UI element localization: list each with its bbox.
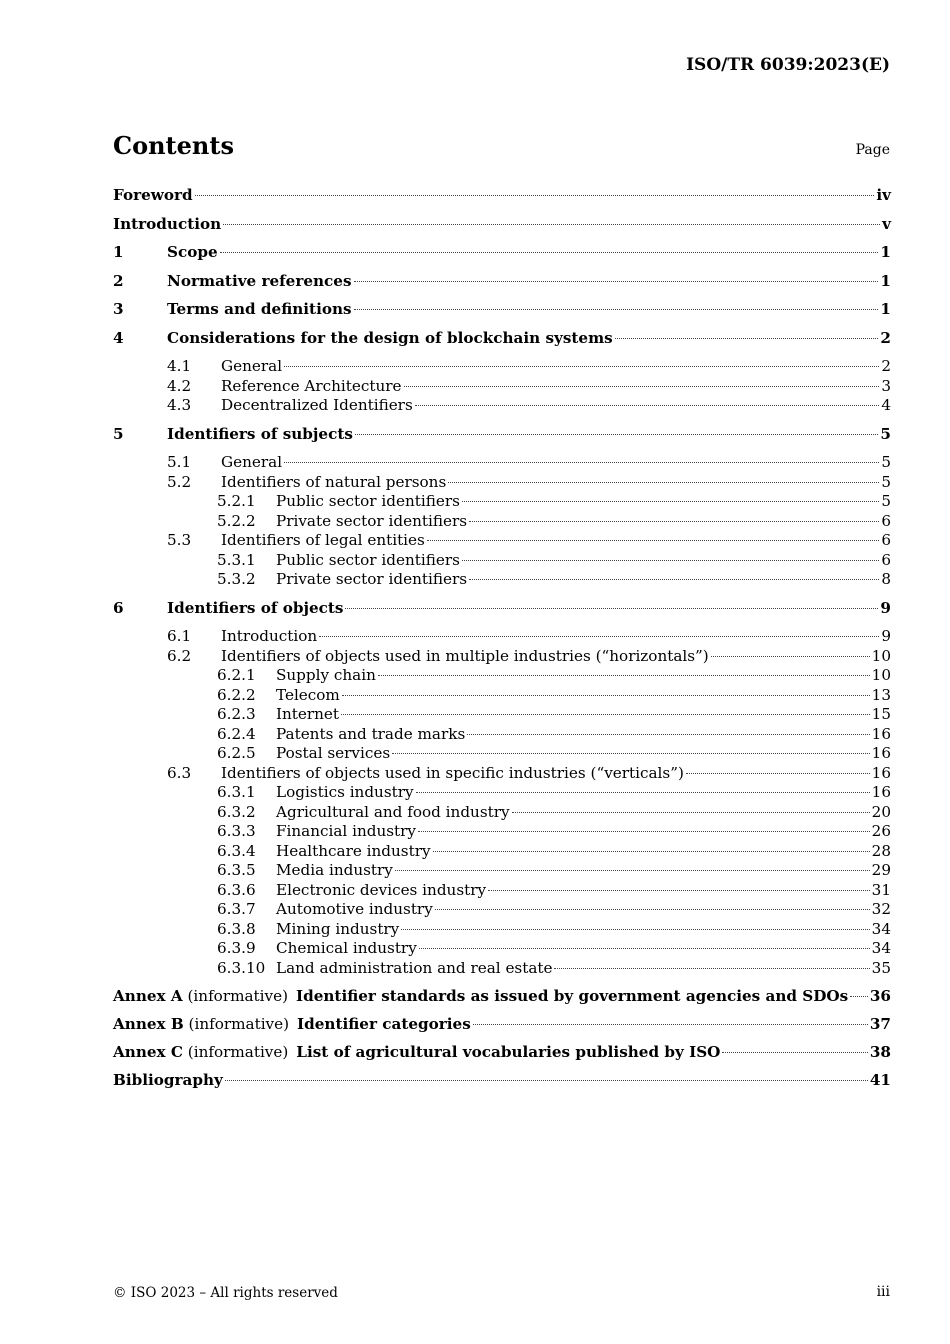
- toc-entry-number: 3: [113, 300, 124, 318]
- dot-leader: [319, 636, 879, 637]
- toc-entry-number: 6.3.6: [217, 880, 256, 899]
- toc-entry-label: Healthcare industry: [276, 841, 431, 860]
- toc-entry-page: 38: [869, 1043, 891, 1061]
- toc-entry-label: Terms and definitions: [167, 300, 352, 318]
- toc-section[interactable]: [113, 599, 891, 628]
- toc-entry-page: 16: [871, 724, 891, 743]
- toc-entry-label: General: [221, 453, 283, 471]
- toc-entry-page: 5: [881, 492, 891, 510]
- toc-subsubsection[interactable]: [113, 822, 891, 842]
- toc-annex[interactable]: [113, 1043, 891, 1071]
- toc-entry-number: 2: [113, 271, 124, 290]
- toc-entry-page: 20: [871, 802, 891, 821]
- dot-leader: [722, 1052, 867, 1053]
- toc-subsection[interactable]: [113, 357, 891, 377]
- toc-entry-label: Telecom: [276, 685, 340, 704]
- toc-entry-number: 4.1: [167, 357, 192, 375]
- toc-subsubsection[interactable]: [113, 939, 891, 959]
- dot-leader: [354, 309, 879, 310]
- toc-entry-label: Automotive industry: [276, 900, 433, 918]
- toc-entry-label: Identifiers of natural persons: [221, 472, 447, 491]
- annex-key: Annex C: [113, 1043, 183, 1061]
- toc-entry-page: v: [882, 214, 891, 233]
- toc-entry-page: 28: [871, 841, 891, 860]
- toc-entry-page: 5: [880, 424, 891, 443]
- toc-bibliography[interactable]: [113, 1071, 891, 1100]
- dot-leader: [195, 195, 875, 196]
- annex-type: (informative): [187, 987, 288, 1005]
- toc-entry-number: 5.3.1: [217, 550, 256, 569]
- dot-leader: [395, 870, 870, 871]
- toc-entry-number: 6.3.4: [217, 841, 256, 860]
- toc-entry-label: Private sector identifiers: [276, 570, 467, 588]
- dot-leader: [342, 695, 870, 696]
- toc-subsubsection[interactable]: [113, 512, 891, 532]
- annex-key: Annex B: [113, 1015, 184, 1033]
- toc-entry-page: 1: [880, 271, 891, 290]
- toc-entry-page: 6: [881, 531, 891, 549]
- toc-entry-number: 6: [113, 598, 124, 617]
- toc-entry-number: 6.3.7: [217, 900, 256, 918]
- dot-leader: [223, 224, 880, 225]
- toc-subsubsection[interactable]: [113, 551, 891, 571]
- toc-subsubsection[interactable]: [113, 959, 891, 979]
- toc-entry-label: Agricultural and food industry: [276, 802, 510, 821]
- toc-entry-page: 29: [871, 861, 891, 879]
- dot-leader: [418, 831, 870, 832]
- toc-entry-number: 5.2: [167, 472, 192, 491]
- toc-entry-page: 5: [881, 453, 891, 471]
- toc-entry-page: 5: [881, 472, 891, 491]
- dot-leader: [448, 482, 879, 483]
- toc-entry-number: 5.1: [167, 453, 192, 471]
- toc-entry-label: Internet: [276, 705, 340, 723]
- toc-entry-page: 10: [871, 646, 891, 665]
- dot-leader: [392, 753, 870, 754]
- toc-entry-number: 1: [113, 243, 124, 261]
- toc-entry-number: 6.3.5: [217, 861, 256, 879]
- toc-entry-page: 6: [881, 550, 891, 569]
- table-of-contents: [113, 186, 891, 1100]
- dot-leader: [512, 812, 870, 813]
- toc-subsubsection[interactable]: [113, 920, 891, 940]
- toc-entry-page: 32: [871, 900, 891, 918]
- toc-entry-page: 2: [880, 328, 891, 347]
- toc-entry-number: 6.1: [167, 627, 192, 645]
- toc-entry-number: 4.3: [167, 396, 192, 414]
- toc-entry-label: Considerations for the design of blockchain systems: [167, 328, 613, 347]
- dot-leader: [354, 281, 879, 282]
- toc-entry-label: Logistics industry: [276, 783, 414, 801]
- toc-entry-label: Postal services: [276, 744, 391, 762]
- toc-entry-label: Reference Architecture: [221, 376, 402, 395]
- dot-leader: [401, 929, 869, 930]
- annex-key: Annex A: [113, 987, 183, 1005]
- toc-entry-label: Public sector identifiers: [276, 492, 460, 510]
- dot-leader: [419, 948, 870, 949]
- toc-entry-page: 16: [871, 763, 891, 782]
- toc-entry-number: 6.3.10: [217, 958, 266, 977]
- page-column-label: Page: [855, 142, 890, 158]
- dot-leader: [435, 909, 870, 910]
- toc-entry-page: 16: [871, 744, 891, 762]
- toc-entry-page: 1: [880, 300, 891, 318]
- dot-leader: [355, 434, 879, 435]
- dot-leader: [473, 1024, 868, 1025]
- toc-entry-page: 6: [881, 511, 891, 530]
- toc-subsection[interactable]: [113, 647, 891, 667]
- dot-leader: [415, 405, 880, 406]
- toc-subsection[interactable]: [113, 453, 891, 473]
- toc-entry-page: 9: [880, 598, 891, 617]
- toc-entry-label: Financial industry: [276, 822, 416, 840]
- toc-section[interactable]: [113, 243, 891, 272]
- toc-entry-number: 6.3.8: [217, 919, 256, 938]
- dot-leader: [467, 734, 869, 735]
- annex-type: (informative): [188, 1015, 290, 1033]
- dot-leader: [850, 996, 868, 997]
- toc-entry-page: 37: [869, 1015, 891, 1033]
- toc-entry-page: 13: [871, 685, 891, 704]
- toc-annex[interactable]: [113, 1015, 891, 1043]
- toc-entry-page: 3: [881, 376, 891, 395]
- toc-entry-label: Introduction: [113, 214, 222, 233]
- toc-entry-label: Identifiers of subjects: [167, 424, 353, 443]
- toc-entry-page: 8: [881, 570, 891, 588]
- annex-title: Identifier categories: [297, 1015, 471, 1033]
- dot-leader: [378, 675, 870, 676]
- toc-entry-label: Normative references: [167, 271, 352, 290]
- toc-entry-label: Identifiers of objects used in specific industries (“verticals”): [221, 763, 684, 782]
- toc-subsection[interactable]: [113, 764, 891, 784]
- toc-entry[interactable]: [113, 215, 891, 244]
- toc-entry-number: 4: [113, 328, 124, 347]
- toc-entry-number: 6.3.3: [217, 822, 256, 840]
- toc-section[interactable]: [113, 425, 891, 454]
- dot-leader: [225, 1080, 868, 1081]
- dot-leader: [345, 608, 878, 609]
- section-spacer: [113, 978, 891, 987]
- toc-entry-label: Supply chain: [276, 666, 376, 684]
- toc-subsubsection[interactable]: [113, 881, 891, 901]
- toc-entry-page: 1: [880, 243, 891, 261]
- annex-type: (informative): [187, 1043, 289, 1061]
- toc-subsubsection[interactable]: [113, 744, 891, 764]
- toc-entry-page: 16: [871, 783, 891, 801]
- toc-entry-page: 2: [881, 357, 891, 375]
- toc-entry-number: 5.2.2: [217, 511, 256, 530]
- dot-leader: [433, 851, 870, 852]
- toc-entry-label: Decentralized Identifiers: [221, 396, 413, 414]
- dot-leader: [554, 968, 869, 969]
- toc-entry-label: General: [221, 357, 283, 375]
- toc-entry-label: Private sector identifiers: [276, 511, 467, 530]
- toc-entry-label: Mining industry: [276, 919, 400, 938]
- toc-subsubsection[interactable]: [113, 803, 891, 823]
- toc-entry-page: 10: [871, 666, 891, 684]
- dot-leader: [284, 366, 879, 367]
- toc-entry-number: 5.3: [167, 531, 192, 549]
- toc-entry-label: Scope: [167, 243, 218, 261]
- toc-entry-label: Patents and trade marks: [276, 724, 466, 743]
- document-identifier: ISO/TR 6039:2023(E): [686, 55, 890, 75]
- toc-entry-page: 4: [881, 396, 891, 414]
- toc-entry-number: 6.2.2: [217, 685, 256, 704]
- toc-subsubsection[interactable]: [113, 861, 891, 881]
- toc-subsubsection[interactable]: [113, 666, 891, 686]
- toc-entry-number: 6.2.1: [217, 666, 256, 684]
- toc-entry-page: 15: [871, 705, 891, 723]
- dot-leader: [341, 714, 870, 715]
- toc-entry-label: Chemical industry: [276, 939, 417, 957]
- toc-entry-page: iv: [876, 186, 891, 204]
- dot-leader: [427, 540, 880, 541]
- toc-subsubsection[interactable]: [113, 570, 891, 590]
- toc-subsubsection[interactable]: [113, 900, 891, 920]
- toc-entry[interactable]: [113, 186, 891, 215]
- toc-entry-number: 6.2.5: [217, 744, 256, 762]
- toc-subsection[interactable]: [113, 473, 891, 493]
- toc-subsection[interactable]: [113, 377, 891, 397]
- toc-entry-number: 6.3.1: [217, 783, 256, 801]
- toc-entry-number: 6.3: [167, 763, 192, 782]
- toc-subsubsection[interactable]: [113, 686, 891, 706]
- toc-subsection[interactable]: [113, 396, 891, 416]
- toc-entry-label: Foreword: [113, 186, 193, 204]
- toc-entry-page: 35: [871, 958, 891, 977]
- dot-leader: [462, 501, 879, 502]
- page-number: iii: [876, 1284, 890, 1300]
- dot-leader: [416, 792, 870, 793]
- annex-title: List of agricultural vocabularies published by ISO: [296, 1043, 721, 1061]
- toc-subsection[interactable]: [113, 531, 891, 551]
- toc-entry-label: Introduction: [221, 627, 318, 645]
- dot-leader: [615, 338, 879, 339]
- dot-leader: [711, 656, 870, 657]
- dot-leader: [686, 773, 870, 774]
- toc-subsubsection[interactable]: [113, 842, 891, 862]
- toc-entry-number: 6.2: [167, 646, 192, 665]
- dot-leader: [488, 890, 870, 891]
- toc-entry-page: 41: [869, 1071, 891, 1089]
- toc-subsection[interactable]: [113, 627, 891, 647]
- dot-leader: [284, 462, 879, 463]
- toc-entry-label: Identifiers of objects: [167, 598, 344, 617]
- toc-entry-label: Identifiers of legal entities: [221, 531, 425, 549]
- section-spacer: [113, 416, 891, 425]
- toc-entry-label: Land administration and real estate: [276, 958, 553, 977]
- dot-leader: [469, 579, 879, 580]
- toc-section[interactable]: [113, 272, 891, 301]
- dot-leader: [462, 560, 879, 561]
- toc-annex[interactable]: [113, 987, 891, 1015]
- toc-entry-label: Media industry: [276, 861, 393, 879]
- toc-subsubsection[interactable]: [113, 725, 891, 745]
- toc-entry-number: 6.3.2: [217, 802, 256, 821]
- toc-entry-number: 6.3.9: [217, 939, 256, 957]
- annex-title: Identifier standards as issued by government agencies and SDOs: [296, 987, 849, 1005]
- dot-leader: [404, 386, 880, 387]
- toc-entry-number: 5: [113, 424, 124, 443]
- toc-subsubsection[interactable]: [113, 492, 891, 512]
- toc-entry-page: 36: [869, 987, 891, 1005]
- toc-entry-page: 26: [871, 822, 891, 840]
- dot-leader: [469, 521, 879, 522]
- section-spacer: [113, 590, 891, 599]
- toc-entry-page: 34: [871, 919, 891, 938]
- toc-section[interactable]: [113, 329, 891, 358]
- toc-entry-label: Bibliography: [113, 1071, 223, 1089]
- toc-entry-page: 9: [881, 627, 891, 645]
- toc-entry-label: Identifiers of objects used in multiple industries (“horizontals”): [221, 646, 709, 665]
- toc-entry-number: 5.3.2: [217, 570, 256, 588]
- copyright-notice: © ISO 2023 – All rights reserved: [113, 1285, 338, 1301]
- toc-subsubsection[interactable]: [113, 783, 891, 803]
- toc-section[interactable]: [113, 300, 891, 329]
- page-title: Contents: [113, 131, 234, 160]
- toc-entry-number: 6.2.4: [217, 724, 256, 743]
- dot-leader: [220, 252, 879, 253]
- toc-entry-number: 4.2: [167, 376, 192, 395]
- toc-entry-page: 34: [871, 939, 891, 957]
- toc-entry-number: 6.2.3: [217, 705, 256, 723]
- toc-entry-number: 5.2.1: [217, 492, 256, 510]
- toc-entry-label: Public sector identifiers: [276, 550, 460, 569]
- toc-subsubsection[interactable]: [113, 705, 891, 725]
- toc-entry-page: 31: [871, 880, 891, 899]
- toc-entry-label: Electronic devices industry: [276, 880, 487, 899]
